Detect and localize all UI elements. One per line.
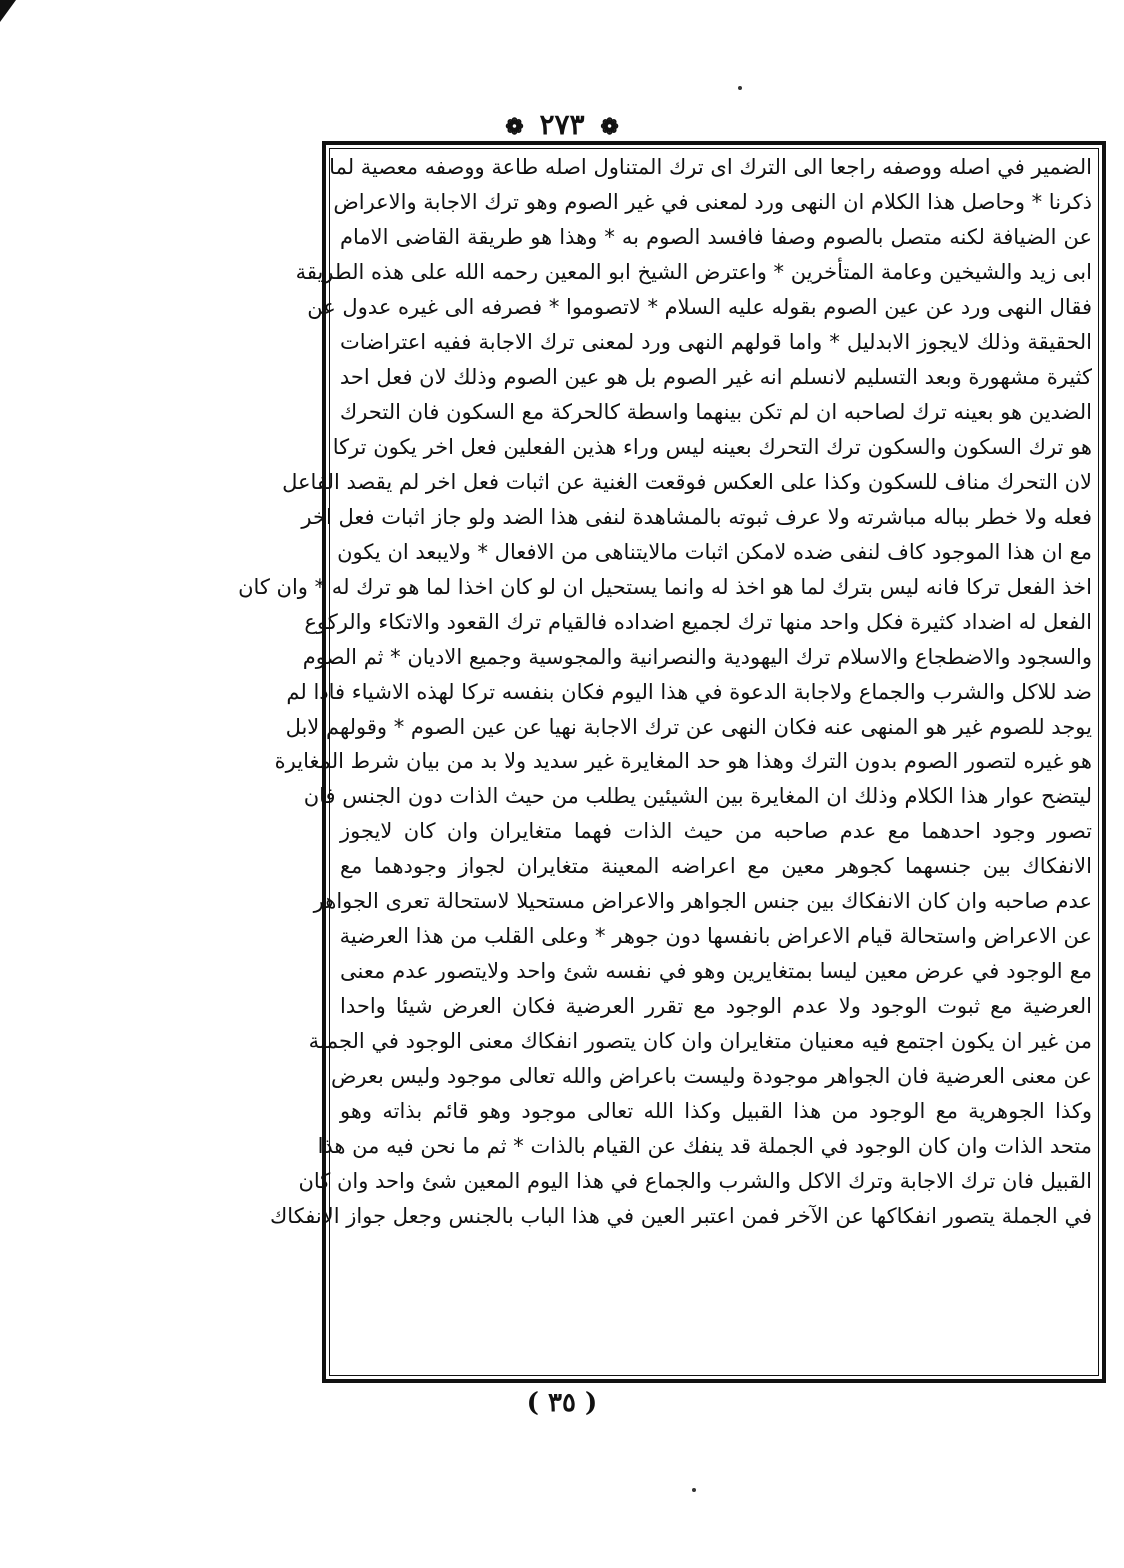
header-page-label: ٢٧٣ [539,108,585,141]
text-line: وكذا الجوهرية مع الوجود من هذا القبيل وكذا الله تعالى موجود وهو قائم بذاته وهو [340,1099,1092,1124]
text-line: ذكرنا * وحاصل هذا الكلام ان النهى ورد لمعنى في غير الصوم وهو ترك الاجابة والاعراض [333,189,1092,214]
text-line: والسجود والاضطجاع والاسلام ترك اليهودية والنصرانية والمجوسية وجميع الاديان * ثم الصوم [302,644,1092,669]
text-line: فعله ولا خطر بباله مباشرته ولا عرف ثبوته بالمشاهدة لنفى هذا الضد ولو جاز اثبات فعل اخر [301,504,1092,529]
text-body [238,150,1092,1374]
speck [738,86,742,90]
text-line: كثيرة مشهورة وبعد التسليم لانسلم انه غير الصوم بل هو عين الصوم وذلك لان فعل احد [339,364,1092,389]
text-line: مع الوجود في عرض معين ليسا بمتغايرين وهو في نفسه شئ واحد ولايتصور عدم معنى [340,959,1092,984]
header-ornament-right-icon: ❁ [600,114,619,140]
text-line: يوجد للصوم غير هو المنهى عنه فكان النهى عن ترك الاجابة نهيا عن عين الصوم * وقولهم لابل [285,714,1092,739]
text-line: في الجملة يتصور انفكاكها عن الآخر فمن اعتبر العين في هذا الباب بالجنس وجعل جواز الانفكاك [269,1204,1092,1229]
text-line: ليتضح عوار هذا الكلام وذلك ان المغايرة بين الشيئين يطلب من حيث الذات دون الجنس فان [303,784,1092,809]
text-line: الضدين هو بعينه ترك لصاحبه ان لم تكن بينهما واسطة كالحركة مع السكون فان التحرك [339,399,1092,424]
text-line: عن الضيافة لكنه متصل بالصوم وصفا فافسد الصوم به * وهذا هو طريقة القاضى الامام [340,224,1092,249]
text-line: الحقيقة وذلك لايجوز الابدليل * واما قولهم النهى ورد لمعنى ترك الاجابة ففيه اعتراضات [340,329,1092,354]
text-line: عن الاعراض واستحالة قيام الاعراض بانفسها دون جوهر * وعلى القلب من هذا العرضية [339,924,1092,949]
text-line: من غير ان يكون اجتمع فيه معنيان متغايران وان كان يتصور انفكاك معنى الوجود في الجملة [308,1029,1092,1054]
text-line: القبيل فان ترك الاجابة وترك الاكل والشرب والجماع في هذا اليوم المعين شئ واحد وان كان [298,1169,1092,1194]
text-line: الفعل له اضداد كثيرة فكل واحد منها ترك لجميع اضداده فالقيام ترك القعود والاتكاء والركوع [304,609,1092,634]
text-line: ابى زيد والشيخين وعامة المتأخرين * واعترض الشيخ ابو المعين رحمه الله على هذه الطريقة [295,259,1092,284]
text-line: مع ان هذا الموجود كاف لنفى ضده لامكن اثبات مالايتناهى من الافعال * ولايبعد ان يكون [337,539,1092,564]
page-number: ( ٣٥ ) [526,1388,598,1418]
text-line: الانفكاك بين جنسهما كجوهر معين مع اعراضه المعينة متغايران لجواز وجودهما مع [340,854,1092,879]
page-header [0,108,1124,141]
text-line: عن معنى العرضية فان الجواهر موجودة وليست باعراض والله تعالى موجود وليس بعرض [330,1064,1092,1089]
text-line: لان التحرك مناف للسكون وكذا على العكس فوقعت الغنية عن اثبات فعل اخر لم يقصد الفاعل [282,469,1092,494]
text-line: ضد للاكل والشرب والجماع ولاجابة الدعوة في هذا اليوم فكان بنفسه تركا لهذه الاشياء فاذا لم [286,679,1092,704]
text-line: متحد الذات وان كان الوجود في الجملة قد ينفك عن القيام بالذات * ثم ما نحن فيه من هذا [317,1134,1092,1159]
header-ornament-left-icon: ❁ [505,114,524,140]
text-line: هو ترك السكون والسكون ترك التحرك بعينه ليس وراء هذين الفعلين فعل اخر يكون تركا [332,434,1092,459]
text-line: اخذ الفعل تركا فانه ليس بترك لما هو اخذ له وانما يستحيل ان لو كان اخذا لما هو ترك له * وان كان [238,574,1092,599]
page-corner-mark [0,0,16,22]
text-line: فقال النهى ورد عن عين الصوم بقوله عليه السلام * لاتصوموا * فصرفه الى غيره عدول عن [307,294,1092,319]
text-line: عدم صاحبه وان كان الانفكاك بين جنس الجواهر والاعراض مستحيلا لاستحالة تعرى الجواهر [313,889,1092,914]
text-line: تصور وجود احدهما مع عدم صاحبه من حيث الذات فهما متغايران وان كان لايجوز [340,819,1092,844]
text-line: العرضية مع ثبوت الوجود ولا عدم الوجود مع تقرر العرضية فكان العرض شيئا واحدا [340,994,1092,1019]
text-line: الضمير في اصله ووصفه راجعا الى الترك اى ترك المتناول اصله طاعة ووصفه معصية لما [329,155,1092,179]
text-line: هو غيره لتصور الصوم بدون الترك وهذا هو حد المغايرة غير سديد ولا بد من بيان شرط المغايرة [274,749,1092,774]
speck [692,1488,696,1492]
